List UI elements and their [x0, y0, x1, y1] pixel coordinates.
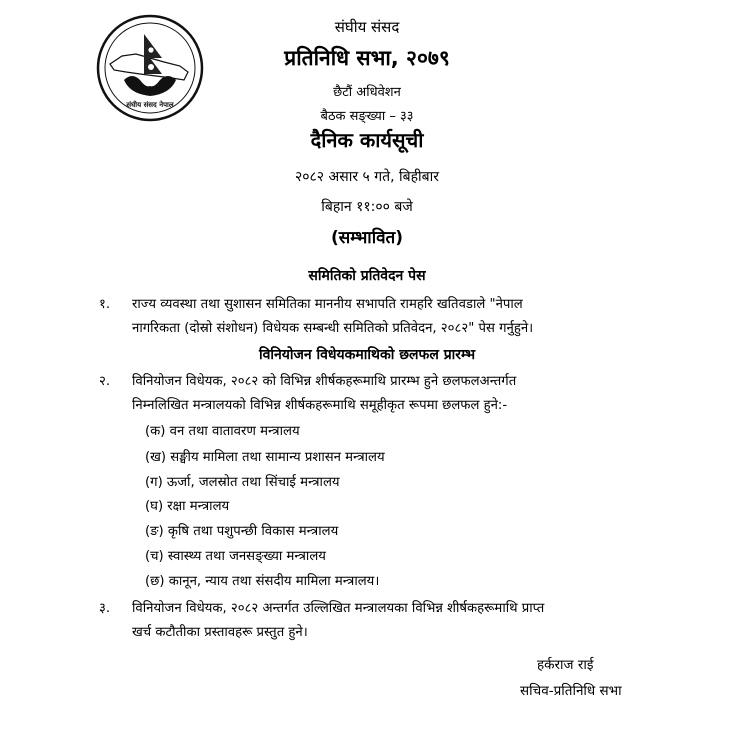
house-title: प्रतिनिधि सभा, २०७९: [284, 46, 450, 70]
agenda-title: दैनिक कार्यसूची: [310, 128, 424, 152]
section-title-committee-report: समितिको प्रतिवेदन पेस: [308, 268, 426, 284]
meeting-number: बैठक सङ्ख्या – ३३: [320, 109, 414, 124]
item-3-line-1: विनियोजन विधेयक, २०८२ अन्तर्गत उल्लिखित मन्त्रालयका विभिन्न शीर्षकहरूमाथि प्राप्त: [132, 601, 545, 616]
item-1-line-2: नागरिकता (दोस्रो संशोधन) विधेयक सम्बन्धी समितिको प्रतिवेदन, २०८२" पेस गर्नुहुने।: [132, 321, 534, 336]
signatory-name: हर्कराज राई: [537, 657, 594, 673]
ministry-list-item: (क) वन तथा वातावरण मन्त्रालय: [145, 424, 300, 439]
item-number: १.: [99, 297, 111, 312]
section-title-appropriation-debate: विनियोजन विधेयकमाथिको छलफल प्रारम्भ: [258, 347, 476, 363]
item-2-line-2: निम्नलिखित मन्त्रालयको विभिन्न शीर्षकहरूमाथि समूहीकृत रूपमा छलफल हुने:-: [132, 398, 508, 413]
ministry-list-item: (छ) कानून, न्याय तथा संसदीय मामिला मन्त्रालय।: [145, 574, 380, 589]
agenda-date: २०८२ असार ५ गते, बिहीबार: [294, 169, 440, 185]
ministry-list-item: (ख) सङ्घीय मामिला तथा सामान्य प्रशासन मन्त्रालय: [145, 450, 385, 465]
ministry-list-item: (ङ) कृषि तथा पशुपन्छी विकास मन्त्रालय: [145, 524, 339, 539]
ministry-list-item: (च) स्वास्थ्य तथा जनसङ्ख्या मन्त्रालय: [145, 549, 326, 564]
parliament-name: संघीय संसद: [334, 18, 400, 36]
item-2-line-1: विनियोजन विधेयक, २०८२ को विभिन्न शीर्षकहरूमाथि प्रारम्भ हुने छलफलअन्तर्गत: [132, 374, 517, 389]
session-label: छैटौं अधिवेशन: [333, 85, 401, 100]
item-1-line-1: राज्य व्यवस्था तथा सुशासन समितिका माननीय सभापति रामहरि खतिवडाले "नेपाल: [132, 297, 523, 312]
item-number: २.: [99, 374, 111, 389]
item-3-line-2: खर्च कटौतीका प्रस्तावहरू प्रस्तुत हुने।: [132, 625, 308, 640]
tentative-label: (सम्भावित): [330, 228, 404, 248]
ministry-list-item: (ग) ऊर्जा, जलस्रोत तथा सिंचाई मन्त्रालय: [145, 475, 340, 490]
ministry-list-item: (घ) रक्षा मन्त्रालय: [145, 499, 230, 514]
logo-text: संघीय संसद नेपाल: [126, 101, 174, 109]
signatory-designation: सचिव-प्रतिनिधि सभा: [520, 683, 622, 699]
item-number: ३.: [99, 601, 111, 616]
agenda-time: बिहान ११:०० बजे: [321, 199, 413, 215]
